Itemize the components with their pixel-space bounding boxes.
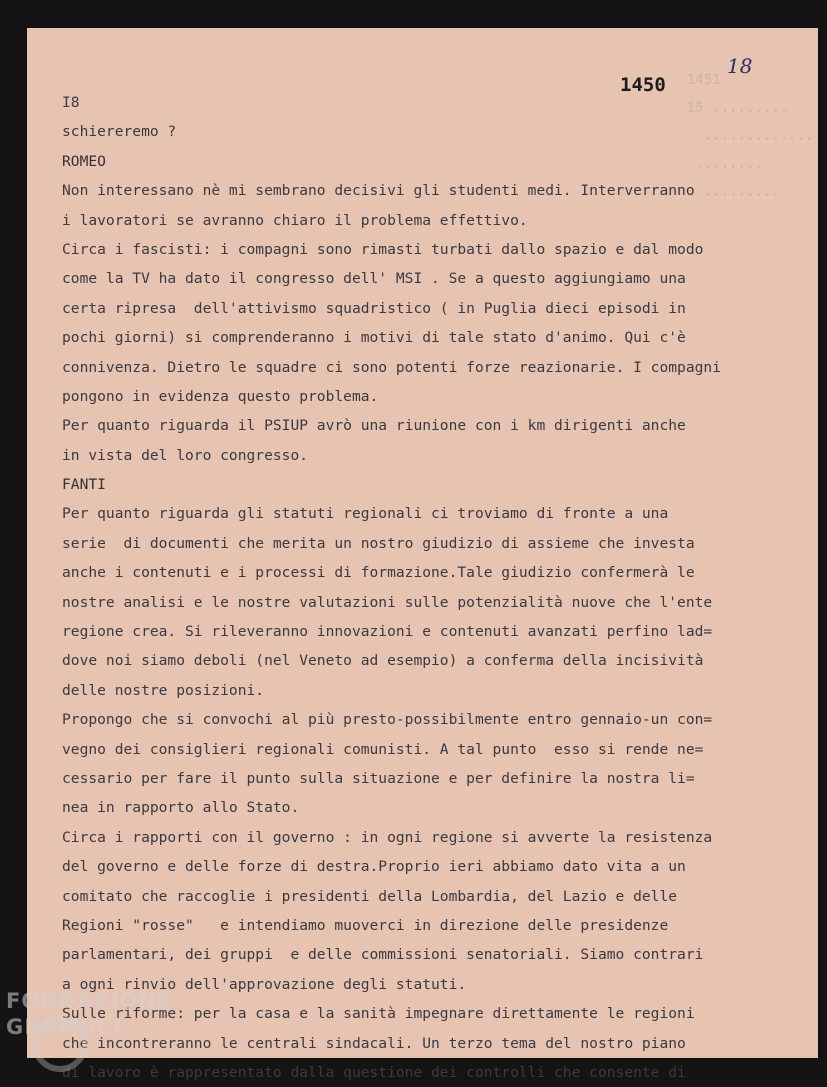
text-line: Per quanto riguarda il PSIUP avrò una riunione con i km dirigenti anche [62, 417, 686, 435]
text-line: Non interessano nè mi sembrano decisivi gli studenti medi. Interverranno [62, 182, 695, 200]
text-line: che incontreranno le centrali sindacali. Un terzo tema del nostro piano [62, 1034, 686, 1052]
text-line: Sulle riforme: per la casa e la sanità impegnare direttamente le regioni [62, 1005, 695, 1023]
text-line: dove noi siamo deboli (nel Veneto ad esempio) a conferma della incisività [62, 652, 704, 670]
bleed-through-text: 1451 15 ......... ............. ........ ......... [687, 72, 814, 200]
text-line: vegno dei consiglieri regionali comunisti. A tal punto esso si rende ne= [62, 740, 704, 758]
text-line: del governo e delle forze di destra.Proprio ieri abbiamo dato vita a un [62, 858, 686, 876]
document-page [27, 28, 818, 1081]
text-line: anche i contenuti e i processi di formazione.Tale giudizio confermerà le [62, 564, 695, 582]
text-line: Circa i fascisti: i compagni sono rimasti turbati dallo spazio e dal modo [62, 240, 704, 258]
typed-text-body [62, 88, 721, 1087]
text-line: pongono in evidenza questo problema. [62, 387, 379, 405]
watermark-line2-text: GRAMSCI [6, 1015, 122, 1039]
text-line: Per quanto riguarda gli statuti regionali ci troviamo di fronte a una [62, 505, 669, 523]
handwritten-page-number: 18 [727, 54, 753, 78]
speaker-name: FANTI [62, 476, 106, 494]
text-line: connivenza. Dietro le squadre ci sono potenti forze reazionarie. I compagni [62, 358, 721, 376]
watermark [6, 988, 172, 1045]
text-line: comitato che raccoglie i presidenti della Lombardia, del Lazio e delle [62, 887, 678, 905]
text-line: nostre analisi e le nostre valutazioni sulle potenzialità nuove che l'ente [62, 593, 713, 611]
text-line: nea in rapporto allo Stato. [62, 799, 300, 817]
text-line: parlamentari, dei gruppi e delle commissioni senatoriali. Siamo contrari [62, 946, 704, 964]
watermark-line1: FONDAZIONE [6, 989, 173, 1013]
text-line: come la TV ha dato il congresso dell' MSI . Se a questo aggiungiamo una [62, 270, 686, 288]
watermark-line2 [6, 1014, 172, 1045]
text-line: I8 [62, 94, 80, 111]
text-line: pochi giorni) si comprenderanno i motivi di tale stato d'animo. Qui c'è [62, 329, 686, 347]
speaker-name: ROMEO [62, 152, 106, 170]
text-line: certa ripresa dell'attivismo squadristico ( in Puglia dieci episodi in [62, 299, 686, 317]
text-line: delle nostre posizioni. [62, 681, 265, 699]
text-line: in vista del loro congresso. [62, 446, 309, 464]
text-line: Circa i rapporti con il governo : in ogni regione si avverte la resistenza [62, 828, 713, 846]
text-line: cessario per fare il punto sulla situazione e per definire la nostra li= [62, 769, 695, 787]
text-line: regione crea. Si rileveranno innovazioni e contenuti avanzati perfino lad= [62, 623, 713, 641]
text-line: di lavoro è rappresentato dalla questione dei controlli che consente di [62, 1063, 686, 1081]
text-line: i lavoratori se avranno chiaro il problema effettivo. [62, 211, 528, 229]
page-number: 1450 [620, 74, 666, 96]
text-line: schiereremo ? [62, 123, 177, 141]
text-line: Propongo che si convochi al più presto-possibilmente entro gennaio-un con= [62, 711, 713, 729]
text-line: Regioni "rosse" e intendiamo muoverci in direzione delle presidenze [62, 916, 669, 934]
watermark-suffix: onlus [125, 1027, 151, 1037]
text-line: a ogni rinvio dell'approvazione degli statuti. [62, 975, 467, 993]
text-line: serie di documenti che merita un nostro giudizio di assieme che investa [62, 534, 695, 552]
